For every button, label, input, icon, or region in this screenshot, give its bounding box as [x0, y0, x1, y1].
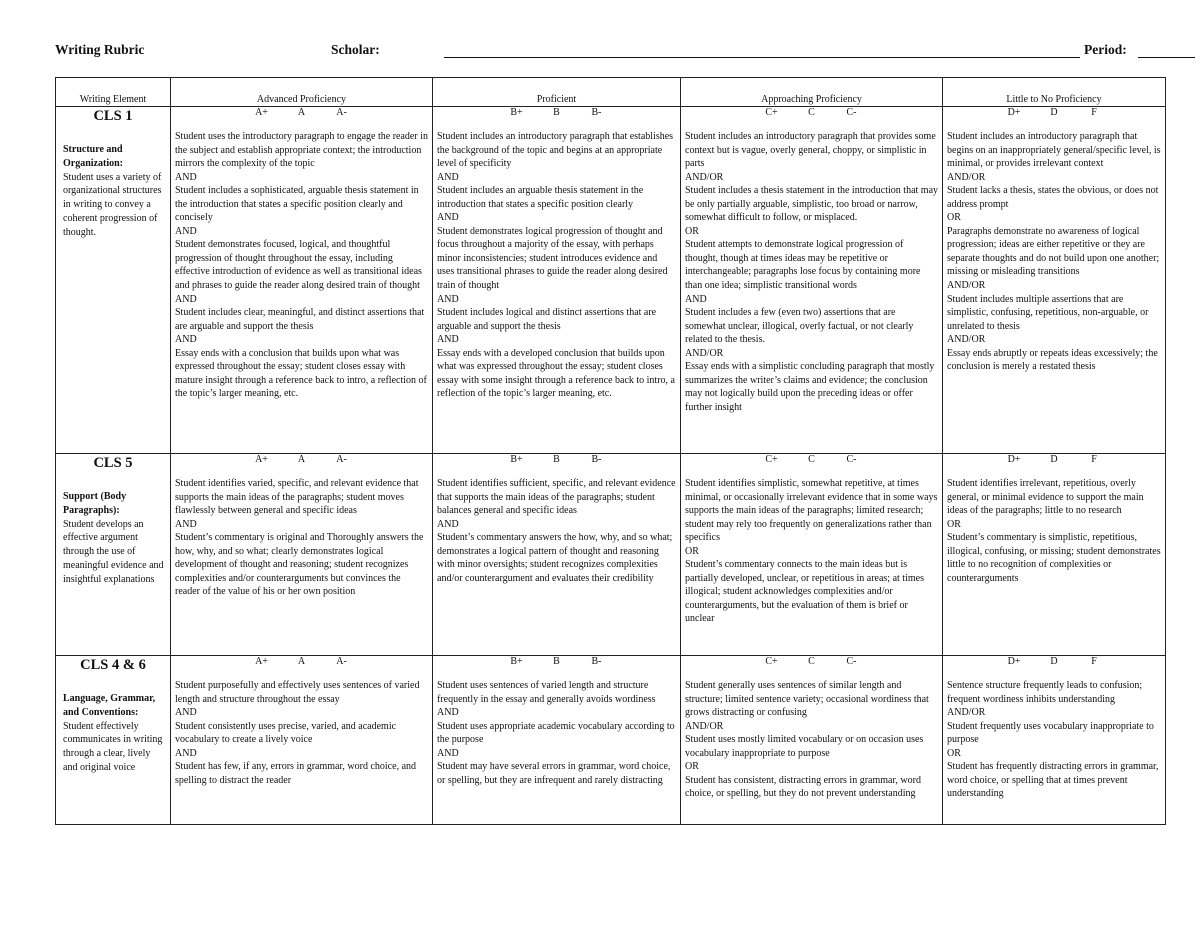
criteria-cell-little: [943, 107, 1166, 454]
grade-options: [437, 454, 676, 467]
criteria-cell-little: [943, 656, 1166, 825]
criteria-line: AND/OR: [947, 171, 986, 183]
grade-label: B-: [591, 656, 602, 667]
grade-label: B-: [591, 107, 602, 118]
element-description: Student uses a variety of organizational structures in writing to convey a coherent progression of thought.: [63, 171, 162, 238]
grade-options: [175, 656, 428, 669]
grade-label: A-: [336, 454, 347, 465]
criteria-cell-advanced: [171, 454, 433, 656]
criteria-line: Student includes an introductory paragraph that provides some context but is vague, overly general, choppy, or simplistic in parts: [685, 131, 936, 170]
grade-label: A: [297, 454, 306, 465]
grade-label: A-: [336, 107, 347, 118]
grade-label: C+: [765, 107, 778, 118]
criteria-line: Paragraphs demonstrate no awareness of logical progression; ideas are either repetitive or they are separate thoughts and do not build upon one another; missing or misleading transitions: [947, 225, 1160, 278]
criteria-line: AND: [175, 225, 197, 237]
criteria-line: OR: [685, 545, 699, 557]
criteria-line: Student uses the introductory paragraph to engage the reader in the subject and establish appropriate context; the introduction mirrors the complexity of the topic: [175, 131, 428, 170]
rubric-row: [56, 107, 1166, 454]
criteria-line: AND: [437, 212, 459, 224]
grade-label: C-: [846, 454, 857, 465]
criteria-line: OR: [947, 212, 961, 224]
criteria-line: Student consistently uses precise, varied, and academic vocabulary to create a lively voice: [175, 720, 397, 746]
criteria-line: AND: [437, 707, 459, 719]
criteria-line: AND/OR: [947, 707, 986, 719]
grade-label: A+: [255, 454, 268, 465]
writing-element-cell: [56, 656, 171, 825]
rubric-header: [55, 42, 1165, 62]
grade-options: [437, 656, 676, 669]
criteria-text: [947, 679, 1161, 801]
criteria-line: Student demonstrates focused, logical, and thoughtful progression of thought throughout the essay, including effective introduction of evidence as well as transitional ideas and phrases to guide the reader along desired train of thought: [175, 239, 422, 292]
criteria-cell-proficient: [433, 454, 681, 656]
grade-label: B+: [510, 656, 523, 667]
criteria-cell-approaching: [681, 454, 943, 656]
criteria-line: OR: [947, 518, 961, 530]
grade-label: B: [553, 454, 560, 465]
criteria-text: [175, 679, 428, 787]
header-row: [56, 78, 1166, 107]
element-heading: Language, Grammar, and Conventions:: [63, 693, 156, 718]
criteria-line: Student has frequently distracting errors in grammar, word choice, or spelling that at times prevent understanding: [947, 761, 1159, 800]
grade-options: [175, 107, 428, 120]
grade-options: [685, 454, 938, 467]
criteria-line: AND: [175, 293, 197, 305]
grade-label: A+: [255, 656, 268, 667]
criteria-line: AND: [437, 171, 459, 183]
criteria-line: AND/OR: [947, 334, 986, 346]
grade-label: F: [1091, 107, 1097, 118]
criteria-line: Student attempts to demonstrate logical progression of thought, though at times ideas may be repetitive or interchangeable; paragraphs lose focus by containing more than one idea; simplistic transitional words: [685, 239, 921, 292]
criteria-line: Student demonstrates logical progression of thought and focus throughout a majority of the essay, with perhaps minor inconsistencies; student introduces evidence and uses transitional phrases to guide the reader along desired train of thought: [437, 225, 668, 292]
column-header-little: Little to No Proficiency: [943, 78, 1166, 107]
grade-label: D: [1050, 454, 1058, 465]
criteria-line: Sentence structure frequently leads to confusion; frequent wordiness inhibits understanding: [947, 680, 1143, 705]
column-header-proficient: Proficient: [433, 78, 681, 107]
criteria-text: [685, 679, 938, 801]
criteria-line: Student’s commentary is original and Thoroughly answers the how, why, and so what; clearly demonstrates logical development of thought and reasoning; student recognizes complexities and/or counterarguments but convinces the reader of the value of his or her own position: [175, 532, 424, 598]
criteria-line: Student includes an introductory paragraph that begins on an inappropriately general/specific level, is minimal, or provides irrelevant context: [947, 131, 1161, 170]
criteria-line: OR: [685, 761, 699, 773]
grade-label: C-: [846, 107, 857, 118]
grade-options: [175, 454, 428, 467]
criteria-line: AND/OR: [685, 720, 724, 732]
criteria-line: Essay ends with a developed conclusion that builds upon what was expressed throughout the essay; student closes essay with some insight through a reference back to intro, a reflection of the topic’s larger meaning, etc.: [437, 347, 675, 400]
criteria-line: Student uses mostly limited vocabulary or on occasion uses vocabulary inappropriate to purpose: [685, 734, 924, 759]
criteria-line: AND: [175, 171, 197, 183]
criteria-line: Student includes clear, meaningful, and distinct assertions that are arguable and support the thesis: [175, 307, 425, 332]
criteria-text: [175, 130, 428, 401]
scholar-label: Scholar:: [331, 42, 380, 57]
criteria-line: Student includes an arguable thesis statement in the introduction that states a specific position clearly: [437, 185, 644, 210]
criteria-line: Student frequently uses vocabulary inappropriate to purpose: [947, 720, 1154, 746]
element-heading: Structure and Organization:: [63, 144, 123, 169]
criteria-text: [437, 477, 676, 585]
grade-label: A: [297, 656, 306, 667]
period-line: [1138, 57, 1195, 58]
criteria-line: Student’s commentary answers the how, why, and so what; demonstrates a logical pattern of thought and reasoning with minor oversights; student recognizes complexities and/or counterargument and evaluates their credibility: [437, 532, 673, 584]
criteria-line: AND: [175, 518, 197, 530]
criteria-line: Student identifies simplistic, somewhat repetitive, at times minimal, or occasionally irrelevant evidence that in some ways supports the main ideas of the paragraphs; limited research; student may rely too frequently on generalizations rather than specifics: [685, 478, 938, 544]
grade-options: [947, 454, 1161, 467]
criteria-line: AND: [175, 707, 197, 719]
grade-label: A+: [255, 107, 268, 118]
grade-label: B+: [510, 107, 523, 118]
criteria-text: [685, 130, 938, 414]
grade-label: C: [808, 107, 815, 118]
criteria-line: Student has consistent, distracting errors in grammar, word choice, or spelling, but they do not prevent understanding: [685, 774, 921, 800]
criteria-line: Student includes a few (even two) assertions that are somewhat unclear, illogical, overly factual, or not clearly related to the thesis.: [685, 307, 914, 346]
grade-label: B: [553, 656, 560, 667]
criteria-cell-little: [943, 454, 1166, 656]
criteria-line: Student includes logical and distinct assertions that are arguable and support the thesis: [437, 307, 657, 332]
criteria-line: AND: [175, 747, 197, 759]
writing-element-cell: [56, 454, 171, 656]
criteria-line: Student lacks a thesis, states the obvious, or does not address prompt: [947, 185, 1159, 210]
criteria-line: AND: [437, 518, 459, 530]
criteria-text: [437, 679, 676, 787]
grade-options: [685, 656, 938, 669]
column-header-approaching: Approaching Proficiency: [681, 78, 943, 107]
criteria-line: Student identifies sufficient, specific, and relevant evidence that supports the main ideas of the paragraphs; student balances general and specific ideas: [437, 478, 676, 517]
grade-options: [947, 656, 1161, 669]
grade-label: D+: [1007, 656, 1021, 667]
grade-label: C-: [846, 656, 857, 667]
grade-options: [437, 107, 676, 120]
criteria-line: Student includes a thesis statement in the introduction that may be only partially arguable, simplistic, too broad or narrow, somewhat difficult to follow, or misplaced.: [685, 185, 939, 224]
criteria-line: Student generally uses sentences of similar length and structure; limited sentence variety; occasional wordiness that grows distracting or confusing: [685, 680, 929, 719]
cls-title: CLS 4 & 6: [80, 657, 146, 673]
criteria-line: Student may have several errors in grammar, word choice, or spelling, but they are infrequent and rarely distracting: [437, 761, 671, 786]
writing-element-cell: [56, 107, 171, 454]
criteria-line: Student identifies varied, specific, and relevant evidence that supports the main ideas of the paragraphs; student moves flawlessly between general and specific ideas: [175, 478, 419, 517]
grade-label: F: [1091, 656, 1097, 667]
grade-label: D+: [1007, 454, 1021, 465]
criteria-cell-approaching: [681, 656, 943, 825]
grade-label: C: [808, 454, 815, 465]
criteria-line: AND/OR: [685, 171, 724, 183]
criteria-line: OR: [685, 225, 699, 237]
cls-title: CLS 1: [93, 108, 133, 124]
criteria-line: AND/OR: [685, 347, 724, 359]
grade-label: B-: [591, 454, 602, 465]
criteria-line: Student uses sentences of varied length and structure frequently in the essay and generally avoids wordiness: [437, 680, 656, 705]
criteria-line: AND: [437, 747, 459, 759]
criteria-cell-proficient: [433, 107, 681, 454]
criteria-line: Student includes multiple assertions that are simplistic, confusing, repetitious, non-arguable, or unrelated to thesis: [947, 293, 1149, 332]
scholar-name-line: [444, 57, 1080, 58]
column-header-writing-element: Writing Element: [56, 78, 171, 107]
period-label: Period:: [1084, 42, 1127, 57]
grade-options: [947, 107, 1161, 120]
criteria-text: [437, 130, 676, 401]
element-description: Student develops an effective argument through the use of meaningful evidence and insightful explanations: [63, 518, 164, 585]
grade-label: D: [1050, 656, 1058, 667]
criteria-text: [685, 477, 938, 626]
criteria-line: Essay ends abruptly or repeats ideas excessively; the conclusion is merely a restated thesis: [947, 347, 1158, 373]
rubric-title: Writing Rubric: [55, 42, 145, 57]
grade-label: B: [553, 107, 560, 118]
criteria-line: AND: [437, 334, 459, 346]
grade-label: C+: [765, 656, 778, 667]
criteria-line: AND: [437, 293, 459, 305]
criteria-line: AND: [175, 334, 197, 346]
criteria-line: Student purposefully and effectively uses sentences of varied length and structure throughout the essay: [175, 680, 420, 705]
criteria-line: Student includes a sophisticated, arguable thesis statement in the introduction that states a specific position clearly and concisely: [175, 185, 419, 224]
rubric-row: [56, 454, 1166, 656]
criteria-line: OR: [947, 747, 961, 759]
criteria-line: Student identifies irrelevant, repetitious, overly general, or minimal evidence to support the main ideas of the paragraphs; little to no research: [947, 478, 1144, 517]
criteria-line: Student’s commentary is simplistic, repetitious, illogical, confusing, or missing; student demonstrates little to no recognition of complexities or counterarguments: [947, 532, 1161, 584]
criteria-cell-advanced: [171, 656, 433, 825]
grade-label: C+: [765, 454, 778, 465]
criteria-line: Student’s commentary connects to the main ideas but is partially developed, unclear, or repetitious in areas; at times illogical; student acknowledges complexities and/or counterarguments, but the evaluation of them is brief or unclear: [685, 559, 924, 625]
criteria-cell-proficient: [433, 656, 681, 825]
grade-label: D+: [1007, 107, 1021, 118]
grade-label: C: [808, 656, 815, 667]
criteria-line: Student has few, if any, errors in grammar, word choice, and spelling to distract the reader: [175, 761, 417, 786]
element-heading: Support (Body Paragraphs):: [63, 491, 127, 516]
criteria-text: [947, 477, 1161, 585]
rubric-row: [56, 656, 1166, 825]
grade-label: A-: [336, 656, 347, 667]
criteria-line: Student includes an introductory paragraph that establishes the background of the topic and begins at an appropriate level of specificity: [437, 131, 674, 170]
element-description: Student effectively communicates in writing through a clear, lively and original voice: [63, 720, 163, 773]
criteria-line: Essay ends with a simplistic concluding paragraph that mostly summarizes the writer’s claims and evidence; the conclusion may not logically build upon the preceding ideas or offer further insight: [685, 361, 935, 413]
criteria-line: Essay ends with a conclusion that builds upon what was expressed throughout the essay; student closes essay with mature insight through a reference back to intro, a reflection of the topic’s larger meaning, etc.: [175, 347, 427, 400]
grade-label: F: [1091, 454, 1097, 465]
rubric-table: [55, 77, 1166, 825]
criteria-line: Student uses appropriate academic vocabulary according to the purpose: [437, 720, 675, 746]
grade-label: B+: [510, 454, 523, 465]
criteria-cell-advanced: [171, 107, 433, 454]
criteria-line: AND: [685, 293, 707, 305]
grade-options: [685, 107, 938, 120]
grade-label: D: [1050, 107, 1058, 118]
criteria-text: [947, 130, 1161, 374]
criteria-line: AND/OR: [947, 280, 986, 292]
column-header-advanced: Advanced Proficiency: [171, 78, 433, 107]
cls-title: CLS 5: [93, 455, 133, 471]
criteria-cell-approaching: [681, 107, 943, 454]
criteria-text: [175, 477, 428, 599]
grade-label: A: [297, 107, 306, 118]
